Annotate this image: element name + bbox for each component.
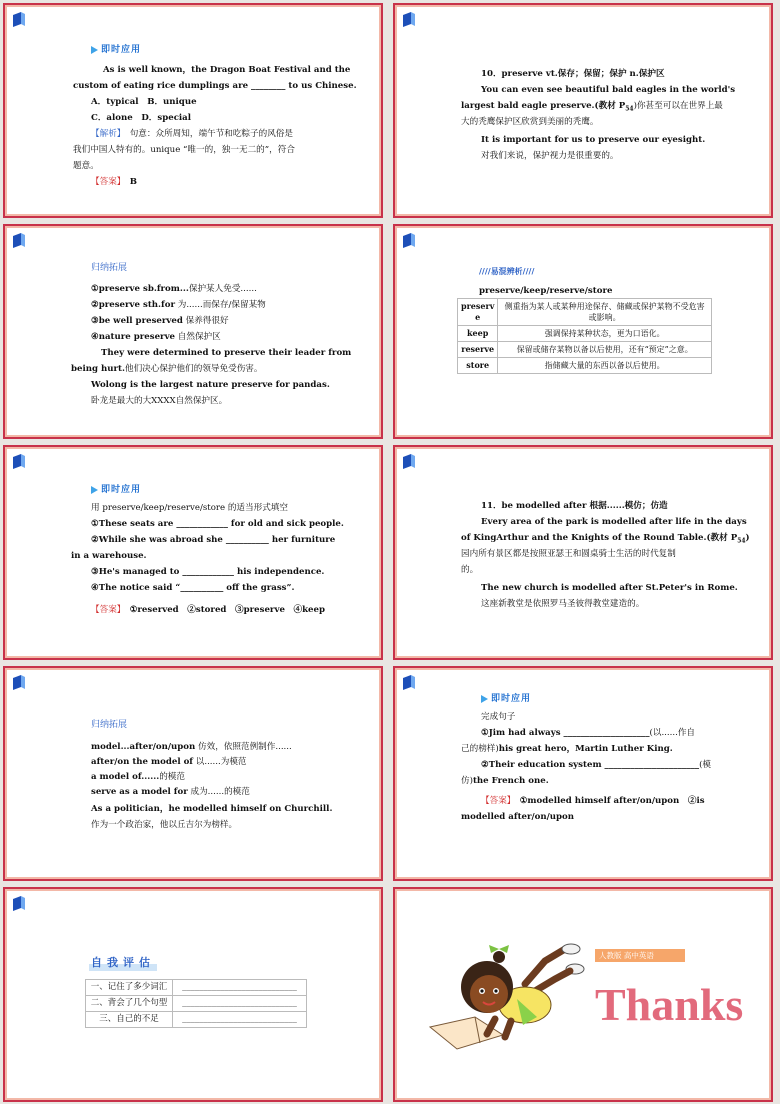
word-cell: reserve xyxy=(458,342,498,358)
exercise-line: 己的榜样)his great hero，Martin Luther King. xyxy=(461,744,673,754)
exercise-line: ②Their education system ______________________(模 xyxy=(481,760,712,770)
example-sentence: being hurt.他们决心保护他们的领导免受伤害。 xyxy=(71,364,263,374)
self-evaluation-header: 自我评估 xyxy=(91,956,155,969)
example-sentence: As a politician，he modelled himself on Churchill. xyxy=(91,804,333,814)
definition-cell: 侧重指为某人或某种用途保存、储藏或保护某物不受危害或影响。 xyxy=(498,299,712,326)
eval-label: 一、记住了多少词汇 xyxy=(86,980,173,996)
phrase-item: after/on the model of 以......为模范 xyxy=(91,757,247,767)
option-a: A．typical B．unique xyxy=(91,97,197,107)
section-header: 即时应用 xyxy=(481,692,531,708)
edition-badge: 人教版 高中英语 xyxy=(595,949,685,962)
slide-1[interactable] xyxy=(3,3,383,218)
girl-reading-illustration xyxy=(425,939,595,1054)
phrase-item: a model of......的模范 xyxy=(91,772,185,782)
answer: 【答案】 ①modelled himself after/on/upon ②is xyxy=(481,796,705,806)
example-sentence: The new church is modelled after St.Peter's in Rome. xyxy=(481,583,738,593)
eval-row xyxy=(86,980,307,996)
phrase-item: serve as a model for 成为......的模范 xyxy=(91,787,250,797)
section-header xyxy=(91,43,141,59)
slide-6[interactable] xyxy=(393,445,773,660)
book-logo-icon xyxy=(12,896,26,912)
phrase-item: ①preserve sb.from...保护某人免受...... xyxy=(91,284,257,294)
translation: 园内所有景区都是按照亚瑟王和圆桌骑士生活的时代复制 xyxy=(461,549,676,559)
thanks-title: Thanks xyxy=(595,979,744,1030)
book-logo-icon xyxy=(402,675,416,691)
exercise-line: 仿)the French one. xyxy=(461,776,549,786)
question-line: custom of eating rice dumplings are ________ to us Chinese. xyxy=(73,81,357,91)
explanation-line: 我们中国人特有的。unique “唯一的，独一无二的”，符合 xyxy=(73,145,295,155)
eval-row xyxy=(86,1012,307,1028)
explanation: 【解析】 句意：众所周知，端午节和吃粽子的风俗是 xyxy=(91,129,293,139)
table-title: preserve/keep/reserve/store xyxy=(479,286,613,296)
instruction: 完成句子 xyxy=(481,712,516,722)
phrase-item: ③be well preserved 保养得很好 xyxy=(91,316,229,326)
example-sentence: You can even see beautiful bald eagles in the world's xyxy=(481,85,736,95)
book-logo-icon xyxy=(12,12,26,28)
exercise-line: ①These seats are ____________ for old and sick people. xyxy=(91,519,344,529)
translation: 卧龙是最大的大XXXX自然保护区。 xyxy=(91,396,228,406)
translation: 作为一个政治家，他以丘吉尔为榜样。 xyxy=(91,820,238,830)
question-line: As is well known，the Dragon Boat Festival and the xyxy=(103,65,351,75)
answer: 【答案】 ①reserved ②stored ③preserve ④keep xyxy=(91,605,325,615)
eval-blank[interactable]: ___________________________ xyxy=(173,980,307,996)
slide-9[interactable] xyxy=(3,887,383,1102)
slide-8[interactable] xyxy=(393,666,773,881)
table-row xyxy=(458,358,712,374)
instruction: 用 preserve/keep/reserve/store 的适当形式填空 xyxy=(91,503,288,513)
answer: 【答案】 B xyxy=(91,177,137,187)
translation: 这座新教堂是依照罗马圣彼得教堂建造的。 xyxy=(481,599,645,609)
exercise-line: ②While she was abroad she __________ her furniture xyxy=(91,535,336,545)
example-sentence: It is important for us to preserve our eyesight. xyxy=(481,135,706,145)
definition-cell: 保留或储存某物以备以后使用，还有“预定”之意。 xyxy=(498,342,712,358)
example-sentence: Wolong is the largest nature preserve for pandas. xyxy=(91,380,330,390)
word-cell: store xyxy=(458,358,498,374)
option-c: C．alone D．special xyxy=(91,113,192,123)
vocab-title: 11．be modelled after 根据......模仿；仿造 xyxy=(481,501,668,511)
slide-2[interactable] xyxy=(393,3,773,218)
word-cell: keep xyxy=(458,326,498,342)
eval-row xyxy=(86,996,307,1012)
eval-label: 三、自己的不足 xyxy=(86,1012,173,1028)
answer-line: modelled after/on/upon xyxy=(461,812,575,822)
slide-4[interactable] xyxy=(393,224,773,439)
book-logo-icon xyxy=(12,675,26,691)
book-logo-icon xyxy=(402,454,416,470)
word-cell: preserv e xyxy=(458,299,498,326)
table-row xyxy=(458,326,712,342)
slide-3[interactable] xyxy=(3,224,383,439)
eval-label: 二、背会了几个句型 xyxy=(86,996,173,1012)
translation: 大的秃鹰保护区欣赏到美丽的秃鹰。 xyxy=(461,117,599,127)
phrase-item: ④nature preserve 自然保护区 xyxy=(91,332,221,342)
phrase-item: ②preserve sth.for 为......而保存/保留某物 xyxy=(91,300,266,310)
example-sentence: Every area of the park is modelled after life in the days xyxy=(481,517,747,527)
triangle-icon xyxy=(91,486,98,494)
table-row xyxy=(458,299,712,326)
example-sentence: largest bald eagle preserve.(教材 $P_{54}$)你甚至可以在世界上最 xyxy=(461,101,723,113)
book-logo-icon xyxy=(12,233,26,249)
book-logo-icon xyxy=(402,233,416,249)
exercise-line: ④The notice said “__________ off the grass”. xyxy=(91,583,295,593)
section-title: 归纳拓展 xyxy=(91,263,128,273)
triangle-icon xyxy=(481,695,488,703)
triangle-icon xyxy=(91,46,98,54)
evaluation-table xyxy=(85,979,307,1028)
header-text: 即时应用 xyxy=(101,45,142,55)
example-sentence: of KingArthur and the Knights of the Round Table.(教材 $P_{54}$) xyxy=(461,533,750,545)
definition-cell: 强调保持某种状态，更为口语化。 xyxy=(498,326,712,342)
exercise-line: ①Jim had always ____________________(以......作自 xyxy=(481,728,696,738)
exercise-line: in a warehouse. xyxy=(71,551,147,561)
translation: 对我们来说，保护视力是很重要的。 xyxy=(481,151,619,161)
eval-blank[interactable]: ___________________________ xyxy=(173,996,307,1012)
section-header: ////易混辨析//// xyxy=(479,267,535,276)
book-logo-icon xyxy=(402,12,416,28)
vocab-title: 10．preserve vt.保存；保留；保护 n.保护区 xyxy=(481,69,665,79)
eval-blank[interactable]: ___________________________ xyxy=(173,1012,307,1028)
exercise-line: ③He's managed to ____________ his independence. xyxy=(91,567,325,577)
section-title: 归纳拓展 xyxy=(91,720,128,730)
phrase-item: model...after/on/upon 仿效，依照范例制作...... xyxy=(91,742,292,752)
definition-cell: 指储藏大量的东西以备以后使用。 xyxy=(498,358,712,374)
explanation-line: 题意。 xyxy=(73,161,99,171)
table-row xyxy=(458,342,712,358)
example-sentence: They were determined to preserve their leader from xyxy=(101,348,352,358)
book-logo-icon xyxy=(12,454,26,470)
section-header: 即时应用 xyxy=(91,483,141,499)
slide-5[interactable] xyxy=(3,445,383,660)
slide-7[interactable] xyxy=(3,666,383,881)
comparison-table xyxy=(457,298,712,374)
slide-10[interactable] xyxy=(393,887,773,1102)
translation: 的。 xyxy=(461,565,479,575)
